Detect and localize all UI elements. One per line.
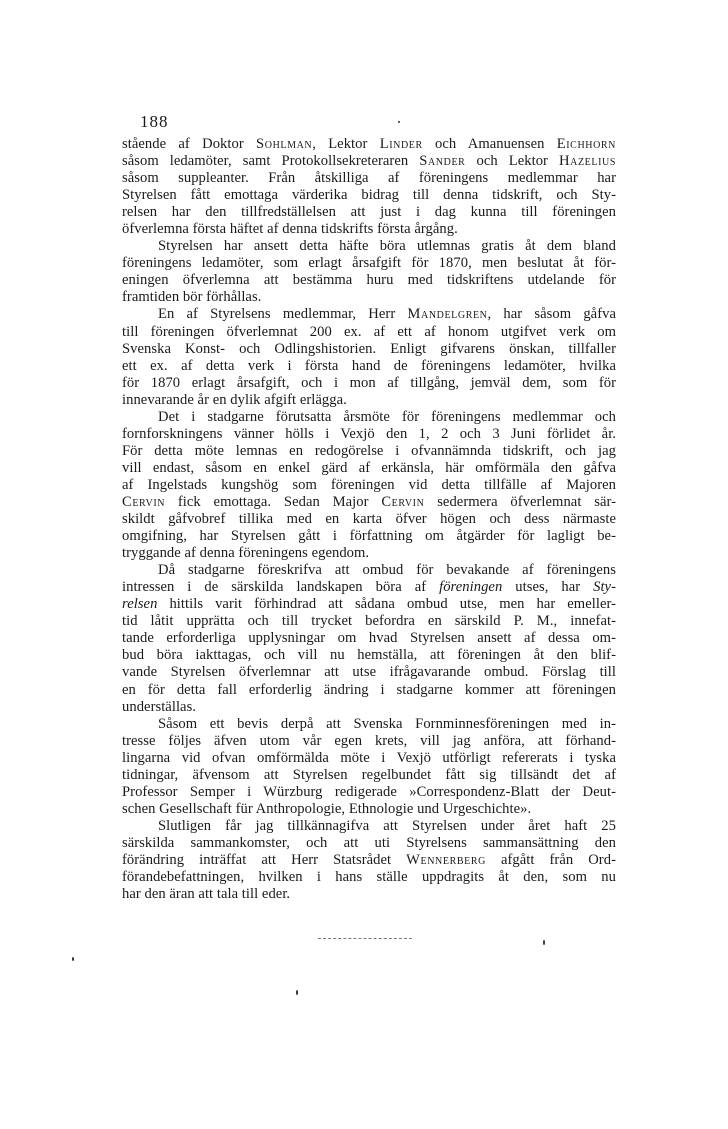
text-line: öfverlemna första häftet af denna tidskrifts första årgång. [122,221,458,238]
page-number: 188 [140,112,169,131]
text-line: intressen i de särskilda landskapen böra af föreningen utses, har Sty- [122,579,616,596]
text-line: såsom suppleanter. Från åtskilliga af föreningens medlemmar har [122,170,616,187]
text-line: Styrelsen har ansett detta häfte böra utlemnas gratis åt dem bland [158,238,616,255]
text-line: Professor Semper i Würzburg redigerade »Correspondenz-Blatt der Deut- [122,783,616,800]
body-text [122,136,616,903]
text-line: En af Styrelsens medlemmar, Herr Mandelgren, har såsom gåfva [158,306,616,323]
text-line: Slutligen får jag tillkännagifva att Styrelsen under året haft 25 [158,817,616,834]
text-line: till föreningen öfverlemnat 200 ex. af ett af honom utgifvet verk om [122,323,616,340]
text-line: För detta möte lemnas en redogörelse i ofvannämnda tidskrift, och jag [122,442,616,459]
text-line: underställas. [122,698,197,715]
text-line: Svenska Konst- och Odlingshistorien. Enligt gifvarens önskan, tillfaller [122,340,616,357]
section-end-rule [318,938,412,939]
text-line: vill endast, såsom en enkel gärd af erkänsla, här omförmäla den gåfva [122,459,616,476]
text-line: skildt gåfvobref tillika med en karta öfver högen och dess närmaste [122,511,616,528]
text-line: fornforskningens vänner hölls i Vexjö den 1, 2 och 3 Juni förlidet år. [122,425,616,442]
print-speck [543,940,545,945]
text-line: framtiden bör förhållas. [122,289,262,306]
text-line: schen Gesellschaft für Anthropologie, Ethnologie und Urgeschichte». [122,800,532,817]
text-line: Det i stadgarne förutsatta årsmöte för föreningens medlemmar och [158,408,616,425]
text-line: stående af Doktor Sohlman, Lektor Linder och Amanuensen Eichhorn [122,136,617,152]
text-line: Såsom ett bevis derpå att Svenska Fornminnesföreningen med in- [158,715,616,732]
text-line: förändring inträffat att Herr Statsrådet Wennerberg afgått från Ord- [122,851,616,868]
text-line: innevarande år en dylik afgift erlägga. [122,391,347,408]
print-speck [398,121,400,123]
text-line: tande erforderliga upplysningar om hvad Styrelsen ansett af dessa om- [122,630,616,647]
text-line: Cervin fick emottaga. Sedan Major Cervin sedermera öfverlemnat sär- [122,493,616,510]
text-line: tid låtit upprätta och till trycket befordra en särskild P. M., innefat- [122,613,616,630]
text-line: omgifning, har Styrelsen gått i författning om åtgärder för lagligt be- [122,528,616,545]
text-line: lingarna vid ofvan omförmälda möte i Vexjö utförligt refererats i tyska [122,749,616,766]
text-line: ett ex. af detta verk i första hand de föreningens ledamöter, hvilka [122,357,616,374]
print-speck [296,990,298,995]
text-line: har den äran att tala till eder. [122,886,291,903]
print-speck [72,957,74,961]
text-line: Då stadgarne föreskrifva att ombud för bevakande af föreningens [158,562,616,579]
text-line: bud böra iakttagas, och vill nu hemställa, att föreningen åt den blif- [122,647,616,664]
text-line: tidningar, äfvensom att Styrelsen regelbundet fått sig tillsändt det af [122,766,616,783]
text-line: förandebefattningen, hvilken i hans ställe uppdragits åt den, som nu [122,869,616,886]
text-line: relsen hittils varit förhindrad att sådana ombud utse, men har emeller- [122,596,616,613]
text-line: tresse följes äfven utom vår egen krets, vill jag anföra, att förhand- [122,732,616,749]
text-line: relsen har den tillfredställelsen att just i dag kunna till föreningen [122,204,616,221]
text-line: eningen öfverlemna att bestämma huru med tidskriftens utdelande för [122,272,616,289]
text-line: Styrelsen fått emottaga värderika bidrag till denna tidskrift, och Sty- [122,187,616,204]
text-line: af Ingelstads kungshög som föreningen vid detta tillfälle af Majoren [122,476,616,493]
text-line: för 1870 erlagt årsafgift, och i mon af tillgång, jemväl dem, som för [122,374,616,391]
text-line: vande Styrelsen öfverlemnar att utse ifrågavarande ombud. Förslag till [122,664,616,681]
text-line: föreningens ledamöter, som erlagt årsafgift för 1870, men beslutat åt för- [122,255,616,272]
text-line: särskilda sammankomster, och att uti Styrelsens sammansättning den [122,834,616,851]
text-line: såsom ledamöter, samt Protokollsekreteraren Sander och Lektor Hazelius [122,153,616,170]
text-line: en för detta fall erforderlig ändring i stadgarne kommer att föreningen [122,681,616,698]
text-line: tryggande af denna föreningens egendom. [122,545,370,562]
